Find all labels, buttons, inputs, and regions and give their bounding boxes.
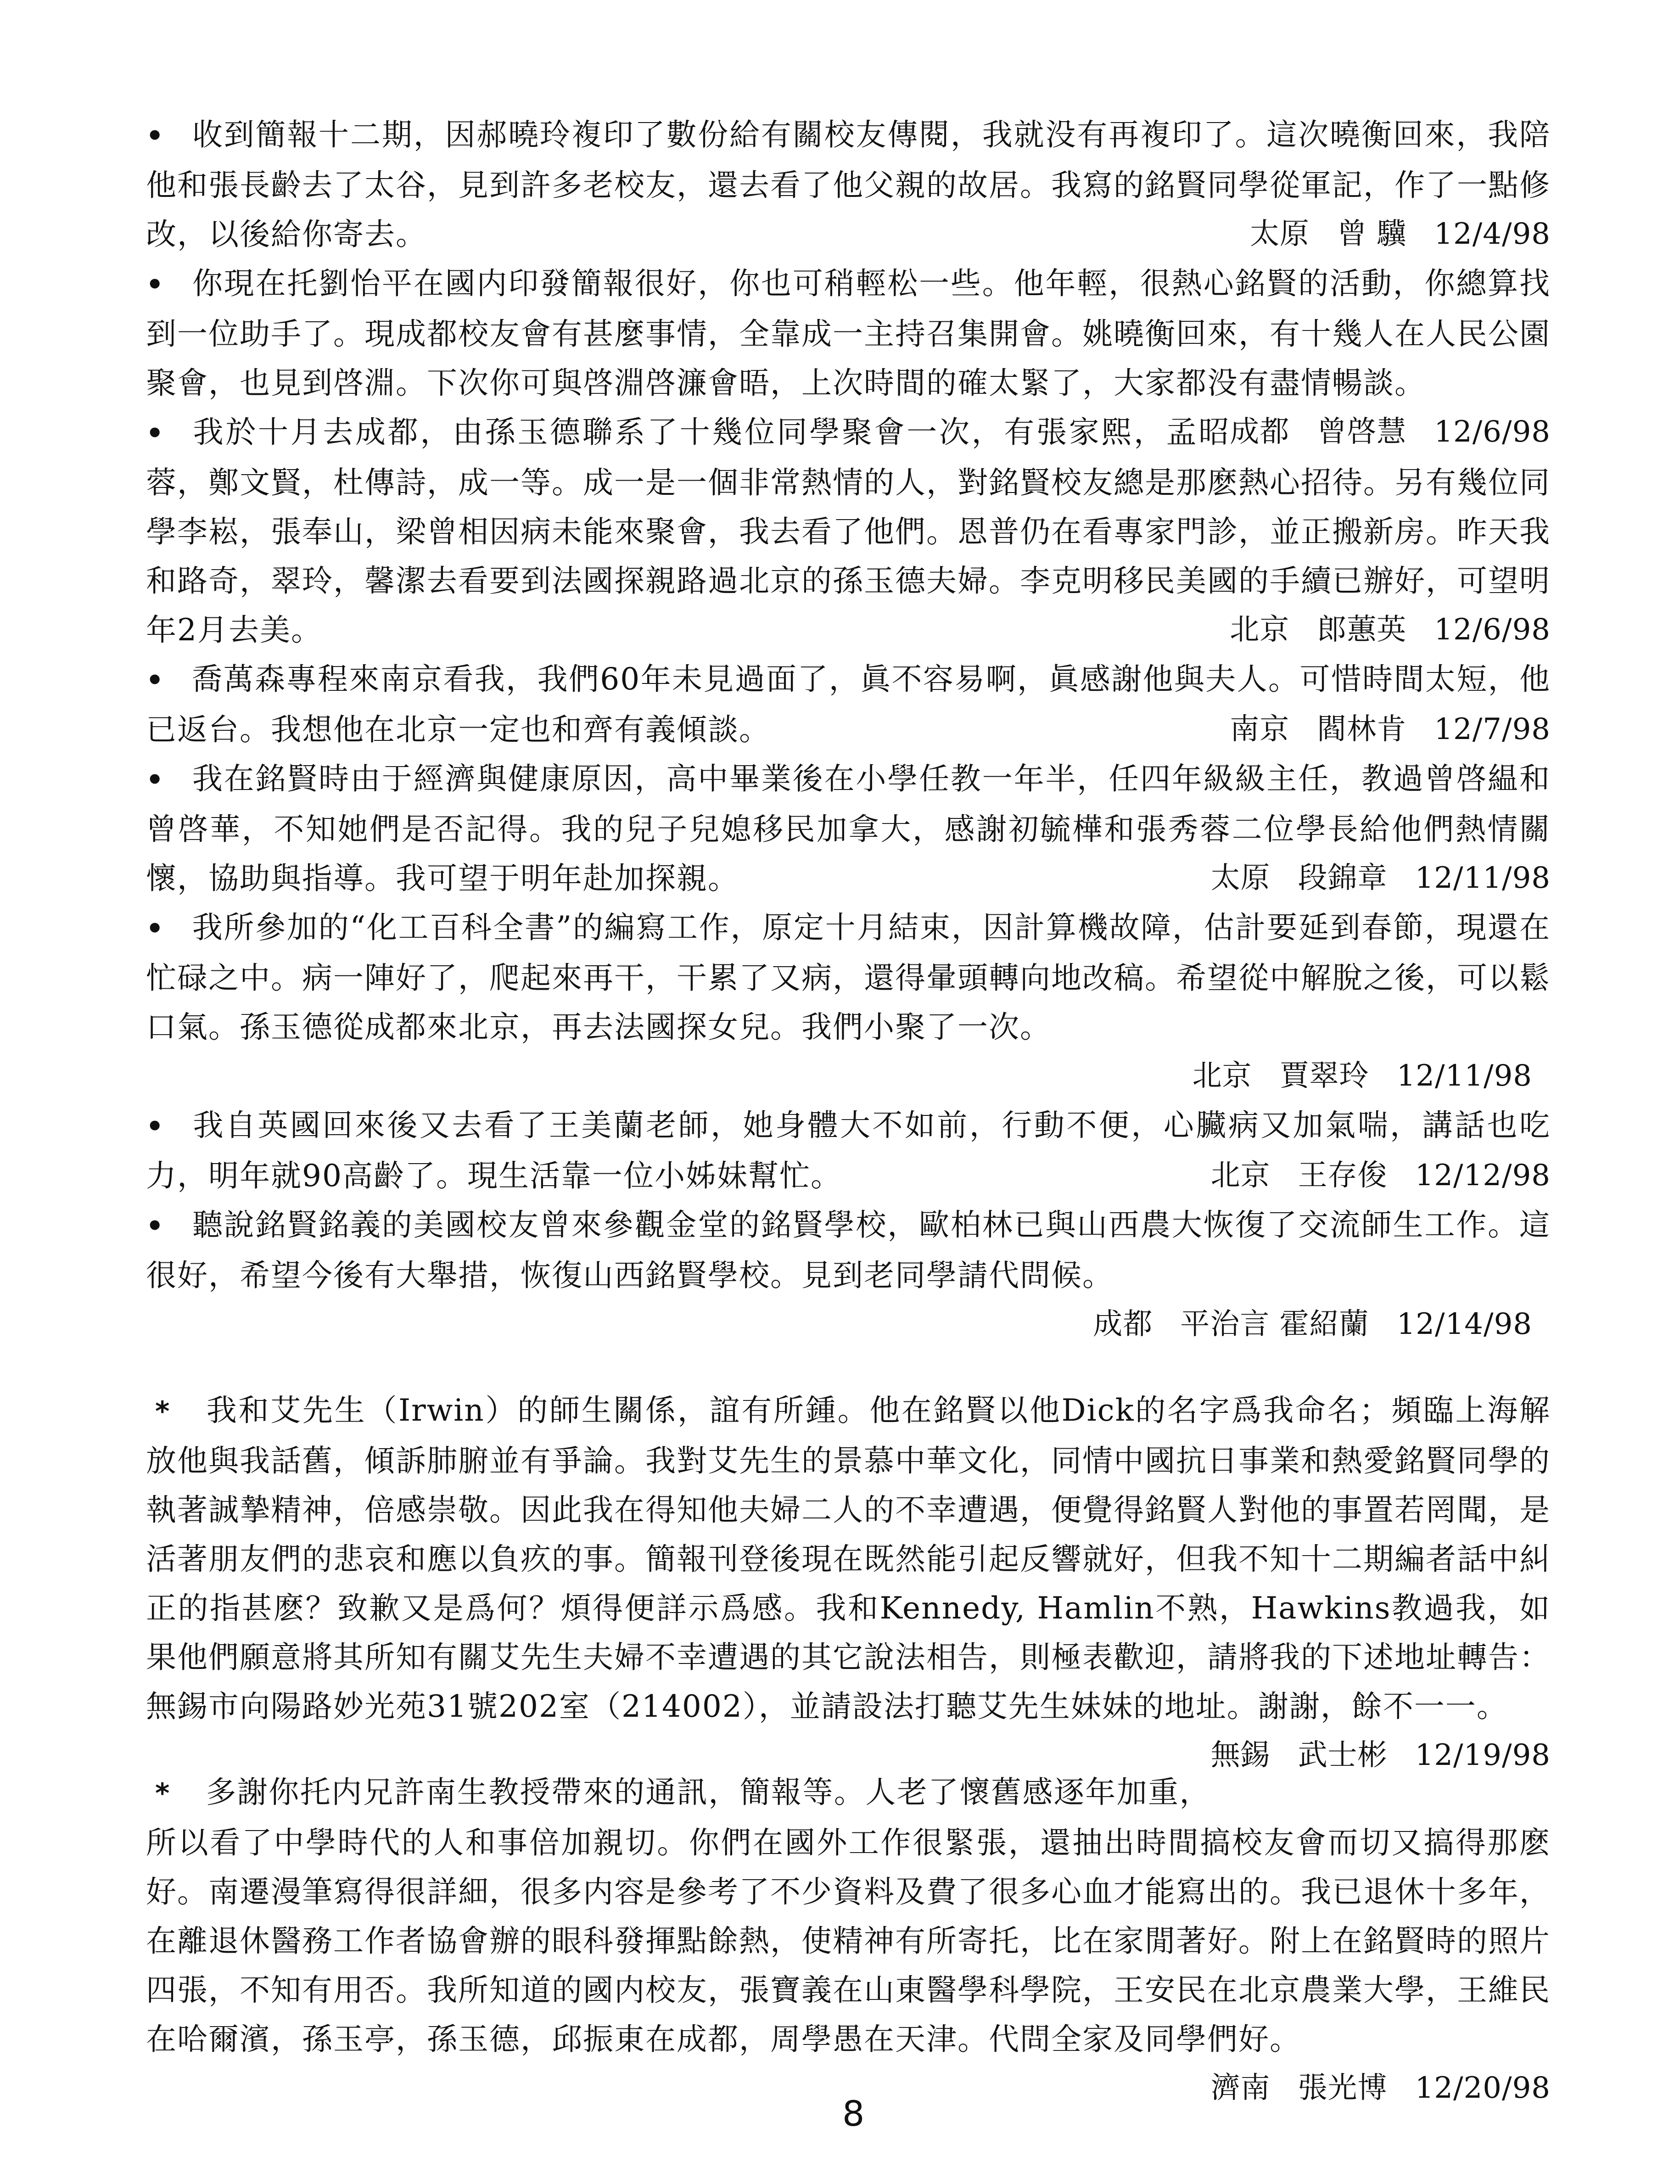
letter-location: 南京 [1230,712,1290,746]
star-marker: * [155,1395,171,1428]
letter-text: 我自英國回來後又去看了王美蘭老師，她身體大不如前，行動不便，心臟病又加氣喘，講話也吃力，明年就90高齡了。現生活靠一位小姊妹幫忙。 [146,1108,1551,1193]
letter-entry [146,408,1551,655]
bullet-marker: • [146,269,165,301]
bullet-marker: • [146,1210,165,1242]
letter-signature [1211,1151,1551,1200]
bullet-marker: • [146,913,165,945]
letter-location: 北京 [1210,1159,1271,1193]
letter-location: 成都 [1230,415,1290,449]
letter-date: 12/6/98 [1434,613,1551,647]
letter-text: 我於十月去成都，由孫玉德聯系了十幾位同學聚會一次，有張家熙，孟昭蓉，鄭文賢，杜傳詩，成一等。成一是一個非常熱情的人，對銘賢校友總是那麽熱心招待。另有幾位同學李崧，張奉山，梁曾相因病未能來聚會，我去看了他們。恩普仍在看專家門診，並正搬新房。昨天我和路奇，翠玲，馨潔去看要到法國探親路過北京的孫玉德夫婦。李克明移民美國的手續已辦好，可望明年2月去美。 [146,414,1551,648]
letter-date: 12/12/98 [1415,1159,1551,1193]
letter-date: 12/19/98 [1415,1738,1551,1772]
star-marker: * [155,1777,171,1809]
letter-date: 12/4/98 [1434,217,1551,251]
letter-location: 濟南 [1210,2071,1271,2105]
letter-text: 我所參加的“化工百科全書”的編寫工作，原定十月結束，因計算機故障，估計要延到春節，現還在忙碌之中。病一陣好了，爬起來再干，干累了又病，還得暈頭轉向地改稿。希望從中解脫之後，可以鬆口氣。孫玉德從成都來北京，再去法國探女兒。我們小聚了一次。 [146,910,1551,1045]
letter-author: 閻林肯 [1317,712,1407,746]
letter-date: 12/14/98 [1396,1307,1532,1341]
letter-text: 我在銘賢時由于經濟與健康原因，高中畢業後在小學任教一年半，任四年級級主任，教過曾啓緼和曾啓華，不知她們是否記得。我的兒子兒媳移民加拿大，感謝初毓樺和張秀蓉二位學長給他們熱情關懷，協助與指導。我可望于明年赴加探親。 [146,761,1551,896]
letter-author: 張光博 [1298,2071,1388,2105]
bullet-marker: • [146,664,165,696]
letter-date: 12/20/98 [1415,2071,1551,2105]
letter-signature [1211,2064,1551,2113]
letter-date: 12/7/98 [1434,712,1551,746]
letter-entry [146,110,1551,259]
letter-location: 成都 [1093,1307,1153,1341]
letter-signature [1211,854,1551,903]
letter-entry [146,754,1551,903]
letter-entry [146,1386,1551,1772]
letter-entry [146,259,1551,449]
letters-column [146,110,1551,2113]
letter-text: 多謝你托内兄許南生教授帶來的通訊，簡報等。人老了懷舊感逐年加重，所以看了中學時代的人和事倍加親切。你們在國外工作很緊張，還抽出時間搞校友會而切又搞得那麽好。南遷漫筆寫得很詳細，很多内容是參考了不少資料及費了很多心血才能寫出的。我已退休十多年，在離退休醫務工作者協會辦的眼科發揮點餘熱，使精神有所寄托，比在家閒著好。附上在銘賢時的照片四張，不知有用否。我所知道的國内校友，張寶義在山東醫學科學院，王安民在北京農業大學，王維民在哈爾濱，孫玉亭，孫玉德，邱振東在成都，周學愚在天津。代問全家及同學們好。 [146,1775,1551,2057]
letter-author: 曾 驥 [1337,217,1407,251]
letter-date: 12/6/98 [1434,415,1551,449]
letter-text: 收到簡報十二期，因郝曉玲複印了數份給有關校友傳閱，我就没有再複印了。這次曉衡回來，我陪他和張長齡去了太谷，見到許多老校友，還去看了他父親的故居。我寫的銘賢同學從軍記，作了一點修改，以後給你寄去。 [146,117,1551,252]
letter-author: 賈翠玲 [1279,1059,1369,1093]
letter-location: 無錫 [1210,1738,1271,1772]
letter-location: 北京 [1230,613,1290,647]
letter-text: 喬萬森專程來南京看我，我們60年未見過面了，眞不容易啊，眞感謝他與夫人。可惜時間太短，他已返台。我想他在北京一定也和齊有義傾談。 [146,661,1551,747]
letter-text: 我和艾先生（Irwin）的師生關係，誼有所鍾。他在銘賢以他Dick的名字爲我命名；頻臨上海解放他與我話舊，傾訴肺腑並有爭論。我對艾先生的景慕中華文化，同情中國抗日事業和熱愛銘賢同學的執著誠摯精神，倍感崇敬。因此我在得知他夫婦二人的不幸遭遇，便覺得銘賢人對他的事置若罔聞，是活著朋友們的悲哀和應以負疚的事。簡報刊登後現在既然能引起反響就好，但我不知十二期編者話中糾正的指甚麽？致歉又是爲何？煩得便詳示爲感。我和Kennedy, Hamlin不熟，Hawkins教過我，如果他們願意將其所知有關艾先生夫婦不幸遭遇的其它說法相告，則極表歡迎，請將我的下述地址轉告：無錫市向陽路妙光苑31號202室（214002），並請設法打聽艾先生妹妹的地址。謝謝，餘不一一。 [146,1393,1551,1724]
letter-date: 12/11/98 [1415,861,1551,895]
letter-signature [146,1052,1551,1101]
letter-text: 聽說銘賢銘義的美國校友曾來參觀金堂的銘賢學校，歐柏林已與山西農大恢復了交流師生工作。這很好，希望今後有大舉措，恢復山西銘賢學校。見到老同學請代問候。 [146,1207,1551,1293]
letter-date: 12/11/98 [1396,1059,1532,1093]
letter-location: 太原 [1249,217,1310,251]
letter-location: 太原 [1210,861,1271,895]
bullet-marker: • [146,417,165,449]
letter-signature [1230,605,1551,655]
letter-entry [146,1768,1551,2105]
letter-signature [1250,210,1551,259]
letter-author: 王存俊 [1298,1159,1388,1193]
page-number: 8 [842,2093,865,2134]
letter-author: 郎蕙英 [1317,613,1407,647]
letter-entry [146,1200,1551,1349]
bullet-marker: • [146,764,165,796]
letter-author: 平治言 霍紹蘭 [1180,1307,1369,1341]
letter-signature [146,1300,1551,1349]
bullet-marker: • [146,120,165,152]
letter-location: 北京 [1192,1059,1252,1093]
letter-signature [1230,705,1551,754]
letter-entry [146,655,1551,754]
letter-text: 你現在托劉怡平在國内印發簡報很好，你也可稍輕松一些。他年輕，很熱心銘賢的活動，你總算找到一位助手了。現成都校友會有甚麼事情，全靠成一主持召集開會。姚曉衡回來，有十幾人在人民公園聚會，也見到啓淵。下次你可與啓淵啓濂會晤，上次時間的確太緊了，大家都没有盡情暢談。 [146,266,1551,401]
letter-author: 段錦章 [1298,861,1388,895]
bullet-marker: • [146,1110,165,1142]
letter-author: 曾啓慧 [1317,415,1407,449]
letter-entry [146,1101,1551,1200]
letter-entry [146,903,1551,1101]
letter-author: 武士彬 [1298,1738,1388,1772]
